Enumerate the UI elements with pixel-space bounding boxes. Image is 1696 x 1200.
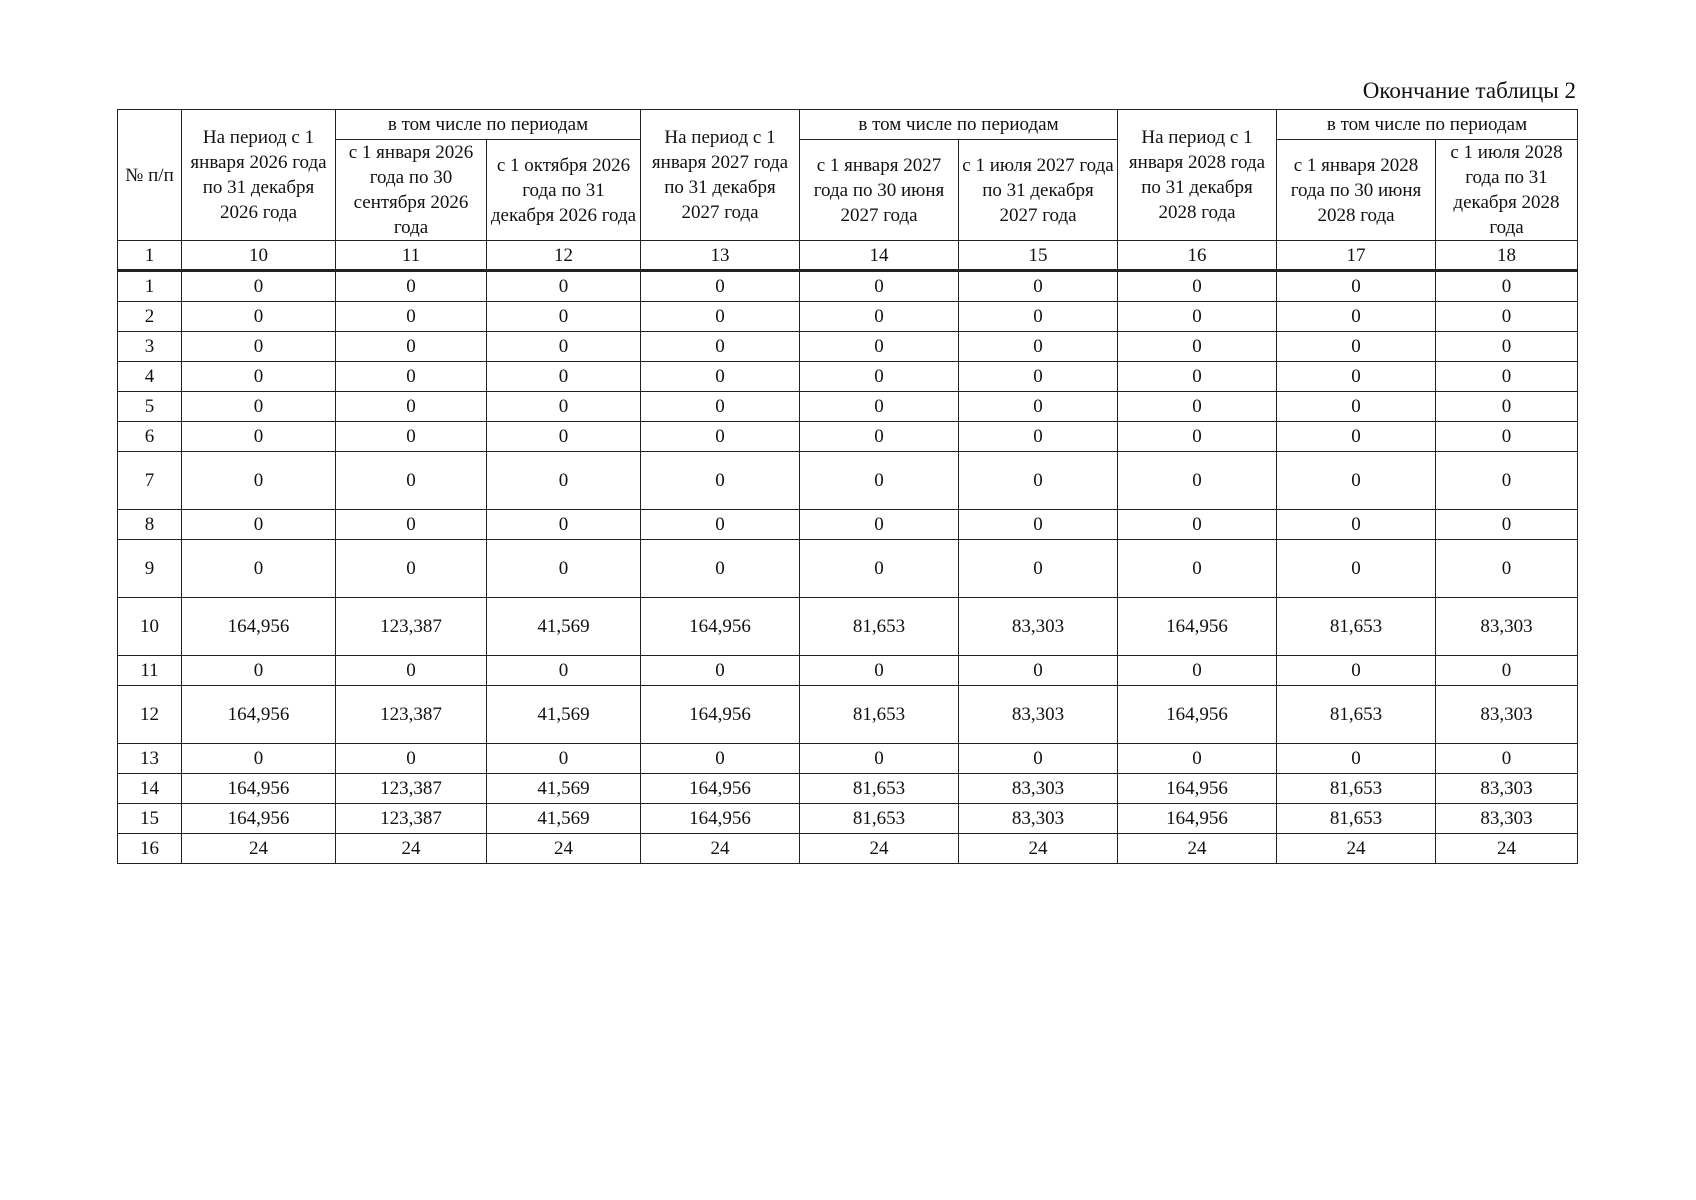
table-row xyxy=(118,804,1578,834)
row-number: 6 xyxy=(118,422,182,452)
table-cell: 0 xyxy=(182,656,336,686)
table-cell: 83,303 xyxy=(959,686,1118,744)
table-row xyxy=(118,362,1578,392)
table-row xyxy=(118,302,1578,332)
table-cell: 0 xyxy=(1436,452,1578,510)
table-cell: 164,956 xyxy=(641,686,800,744)
table-row xyxy=(118,834,1578,864)
table-cell: 24 xyxy=(336,834,487,864)
table-cell: 0 xyxy=(1118,332,1277,362)
table-cell: 0 xyxy=(1436,540,1578,598)
table-cell: 0 xyxy=(641,540,800,598)
row-number: 11 xyxy=(118,656,182,686)
table-cell: 83,303 xyxy=(959,804,1118,834)
table-row xyxy=(118,656,1578,686)
table-cell: 83,303 xyxy=(959,774,1118,804)
table-cell: 164,956 xyxy=(182,686,336,744)
table-row xyxy=(118,744,1578,774)
table-cell: 0 xyxy=(959,362,1118,392)
header-col15: с 1 июля 2027 года по 31 декабря 2027 года xyxy=(959,140,1118,241)
table-cell: 24 xyxy=(1436,834,1578,864)
table-cell: 0 xyxy=(182,392,336,422)
header-col13: На период с 1 января 2027 года по 31 декабря 2027 года xyxy=(641,110,800,241)
table-cell: 164,956 xyxy=(1118,598,1277,656)
table-cell: 0 xyxy=(800,271,959,302)
header-group-2026: в том числе по периодам xyxy=(336,110,641,140)
table-cell: 0 xyxy=(336,332,487,362)
table-cell: 0 xyxy=(487,332,641,362)
table-cell: 0 xyxy=(487,302,641,332)
table-cell: 0 xyxy=(1277,392,1436,422)
table-cell: 24 xyxy=(959,834,1118,864)
table-cell: 164,956 xyxy=(182,598,336,656)
table-cell: 24 xyxy=(182,834,336,864)
table-cell: 0 xyxy=(487,362,641,392)
table-cell: 0 xyxy=(1118,362,1277,392)
table-cell: 81,653 xyxy=(800,686,959,744)
table-cell: 0 xyxy=(1277,540,1436,598)
table-cell: 0 xyxy=(336,302,487,332)
column-number: 16 xyxy=(1118,241,1277,271)
table-cell: 0 xyxy=(1436,302,1578,332)
data-table xyxy=(117,109,1578,864)
table-cell: 0 xyxy=(1118,452,1277,510)
table-cell: 0 xyxy=(182,302,336,332)
table-cell: 0 xyxy=(1436,392,1578,422)
table-cell: 0 xyxy=(182,510,336,540)
table-cell: 0 xyxy=(641,510,800,540)
table-cell: 0 xyxy=(182,744,336,774)
table-cell: 0 xyxy=(641,362,800,392)
header-col12: с 1 октября 2026 года по 31 декабря 2026 года xyxy=(487,140,641,241)
table-cell: 0 xyxy=(800,510,959,540)
table-cell: 24 xyxy=(1118,834,1277,864)
table-cell: 0 xyxy=(336,744,487,774)
table-cell: 0 xyxy=(182,332,336,362)
table-row xyxy=(118,774,1578,804)
table-cell: 24 xyxy=(487,834,641,864)
column-number: 12 xyxy=(487,241,641,271)
table-cell: 0 xyxy=(641,656,800,686)
table-cell: 0 xyxy=(959,510,1118,540)
column-number-row xyxy=(118,241,1578,271)
row-number: 8 xyxy=(118,510,182,540)
table-cell: 164,956 xyxy=(182,774,336,804)
table-cell: 123,387 xyxy=(336,686,487,744)
table-cell: 81,653 xyxy=(800,598,959,656)
table-cell: 0 xyxy=(487,510,641,540)
table-cell: 0 xyxy=(641,744,800,774)
table-cell: 0 xyxy=(487,271,641,302)
table-cell: 0 xyxy=(336,271,487,302)
header-group-2027: в том числе по периодам xyxy=(800,110,1118,140)
table-cell: 0 xyxy=(487,392,641,422)
table-cell: 0 xyxy=(959,452,1118,510)
table-cell: 0 xyxy=(1277,362,1436,392)
table-row xyxy=(118,422,1578,452)
header-col17: с 1 января 2028 года по 30 июня 2028 года xyxy=(1277,140,1436,241)
table-cell: 0 xyxy=(1436,271,1578,302)
column-number: 15 xyxy=(959,241,1118,271)
table-cell: 0 xyxy=(182,540,336,598)
table-cell: 164,956 xyxy=(1118,804,1277,834)
table-cell: 24 xyxy=(1277,834,1436,864)
table-cell: 0 xyxy=(336,422,487,452)
table-cell: 0 xyxy=(1436,332,1578,362)
header-no: № п/п xyxy=(118,110,182,241)
table-cell: 0 xyxy=(487,452,641,510)
table-cell: 164,956 xyxy=(641,774,800,804)
table-cell: 0 xyxy=(1118,302,1277,332)
table-cell: 83,303 xyxy=(1436,686,1578,744)
header-col18: с 1 июля 2028 года по 31 декабря 2028 года xyxy=(1436,140,1578,241)
table-cell: 0 xyxy=(336,362,487,392)
table-row xyxy=(118,452,1578,510)
table-row xyxy=(118,686,1578,744)
table-cell: 41,569 xyxy=(487,686,641,744)
column-number: 18 xyxy=(1436,241,1578,271)
row-number: 13 xyxy=(118,744,182,774)
table-cell: 81,653 xyxy=(800,804,959,834)
table-cell: 0 xyxy=(1118,392,1277,422)
table-cell: 0 xyxy=(182,362,336,392)
table-cell: 0 xyxy=(336,510,487,540)
column-number: 10 xyxy=(182,241,336,271)
table-cell: 0 xyxy=(182,452,336,510)
column-number: 1 xyxy=(118,241,182,271)
table-cell: 123,387 xyxy=(336,804,487,834)
row-number: 16 xyxy=(118,834,182,864)
table-cell: 164,956 xyxy=(182,804,336,834)
table-cell: 0 xyxy=(641,422,800,452)
column-number: 14 xyxy=(800,241,959,271)
table-cell: 81,653 xyxy=(1277,686,1436,744)
column-number: 11 xyxy=(336,241,487,271)
table-cell: 0 xyxy=(1436,362,1578,392)
table-cell: 0 xyxy=(641,271,800,302)
table-cell: 0 xyxy=(1118,656,1277,686)
table-cell: 0 xyxy=(336,452,487,510)
table-row xyxy=(118,540,1578,598)
table-cell: 0 xyxy=(1277,452,1436,510)
table-cell: 0 xyxy=(1277,744,1436,774)
table-cell: 0 xyxy=(1118,271,1277,302)
table-cell: 0 xyxy=(1277,656,1436,686)
table-cell: 24 xyxy=(641,834,800,864)
row-number: 15 xyxy=(118,804,182,834)
table-cell: 83,303 xyxy=(1436,598,1578,656)
table-cell: 0 xyxy=(1118,744,1277,774)
row-number: 4 xyxy=(118,362,182,392)
table-cell: 83,303 xyxy=(1436,804,1578,834)
table-cell: 0 xyxy=(641,452,800,510)
table-cell: 0 xyxy=(1436,510,1578,540)
table-cell: 0 xyxy=(336,392,487,422)
table-cell: 81,653 xyxy=(800,774,959,804)
table-cell: 0 xyxy=(182,271,336,302)
table-cell: 0 xyxy=(1118,510,1277,540)
table-cell: 0 xyxy=(800,422,959,452)
table-cell: 24 xyxy=(800,834,959,864)
table-cell: 0 xyxy=(959,271,1118,302)
table-cell: 0 xyxy=(487,656,641,686)
table-cell: 0 xyxy=(641,302,800,332)
table-cell: 0 xyxy=(641,332,800,362)
table-cell: 164,956 xyxy=(641,598,800,656)
table-cell: 0 xyxy=(487,540,641,598)
table-row xyxy=(118,392,1578,422)
row-number: 12 xyxy=(118,686,182,744)
header-col14: с 1 января 2027 года по 30 июня 2027 года xyxy=(800,140,959,241)
table-cell: 0 xyxy=(959,422,1118,452)
table-cell: 81,653 xyxy=(1277,804,1436,834)
row-number: 10 xyxy=(118,598,182,656)
table-row xyxy=(118,510,1578,540)
table-cell: 0 xyxy=(1436,422,1578,452)
table-cell: 0 xyxy=(336,540,487,598)
table-cell: 41,569 xyxy=(487,804,641,834)
table-cell: 83,303 xyxy=(1436,774,1578,804)
table-cell: 81,653 xyxy=(1277,774,1436,804)
row-number: 1 xyxy=(118,271,182,302)
table-cell: 0 xyxy=(800,302,959,332)
table-cell: 0 xyxy=(1436,744,1578,774)
table-cell: 0 xyxy=(182,422,336,452)
table-cell: 0 xyxy=(1277,332,1436,362)
header-col10: На период с 1 января 2026 года по 31 декабря 2026 года xyxy=(182,110,336,241)
table-row xyxy=(118,598,1578,656)
table-cell: 41,569 xyxy=(487,774,641,804)
table-caption: Окончание таблицы 2 xyxy=(1362,78,1576,103)
table-cell: 0 xyxy=(336,656,487,686)
table-cell: 0 xyxy=(800,656,959,686)
table-cell: 0 xyxy=(959,332,1118,362)
table-cell: 0 xyxy=(800,452,959,510)
table-cell: 0 xyxy=(1277,422,1436,452)
table-cell: 164,956 xyxy=(1118,774,1277,804)
table-cell: 83,303 xyxy=(959,598,1118,656)
table-row xyxy=(118,271,1578,302)
header-col16: На период с 1 января 2028 года по 31 декабря 2028 года xyxy=(1118,110,1277,241)
table-row xyxy=(118,332,1578,362)
table-cell: 0 xyxy=(959,302,1118,332)
table-cell: 0 xyxy=(959,744,1118,774)
table-cell: 0 xyxy=(959,540,1118,598)
table-cell: 0 xyxy=(1436,656,1578,686)
row-number: 3 xyxy=(118,332,182,362)
table-cell: 0 xyxy=(641,392,800,422)
table-cell: 0 xyxy=(800,744,959,774)
header-group-2028: в том числе по периодам xyxy=(1277,110,1578,140)
row-number: 14 xyxy=(118,774,182,804)
table-cell: 0 xyxy=(959,656,1118,686)
table-cell: 164,956 xyxy=(641,804,800,834)
row-number: 2 xyxy=(118,302,182,332)
table-body xyxy=(118,271,1578,864)
table-cell: 0 xyxy=(1118,422,1277,452)
table-cell: 0 xyxy=(1118,540,1277,598)
table-cell: 81,653 xyxy=(1277,598,1436,656)
table-cell: 0 xyxy=(959,392,1118,422)
table-cell: 0 xyxy=(800,362,959,392)
table-cell: 164,956 xyxy=(1118,686,1277,744)
table-cell: 123,387 xyxy=(336,598,487,656)
table-cell: 123,387 xyxy=(336,774,487,804)
table-cell: 0 xyxy=(1277,271,1436,302)
table-cell: 0 xyxy=(487,422,641,452)
table-cell: 41,569 xyxy=(487,598,641,656)
row-number: 9 xyxy=(118,540,182,598)
table-cell: 0 xyxy=(800,332,959,362)
table-cell: 0 xyxy=(800,392,959,422)
column-number: 13 xyxy=(641,241,800,271)
row-number: 7 xyxy=(118,452,182,510)
table-header xyxy=(118,110,1578,271)
table-cell: 0 xyxy=(1277,302,1436,332)
table-cell: 0 xyxy=(487,744,641,774)
table-cell: 0 xyxy=(800,540,959,598)
column-number: 17 xyxy=(1277,241,1436,271)
header-col11: с 1 января 2026 года по 30 сентября 2026 года xyxy=(336,140,487,241)
row-number: 5 xyxy=(118,392,182,422)
table-cell: 0 xyxy=(1277,510,1436,540)
